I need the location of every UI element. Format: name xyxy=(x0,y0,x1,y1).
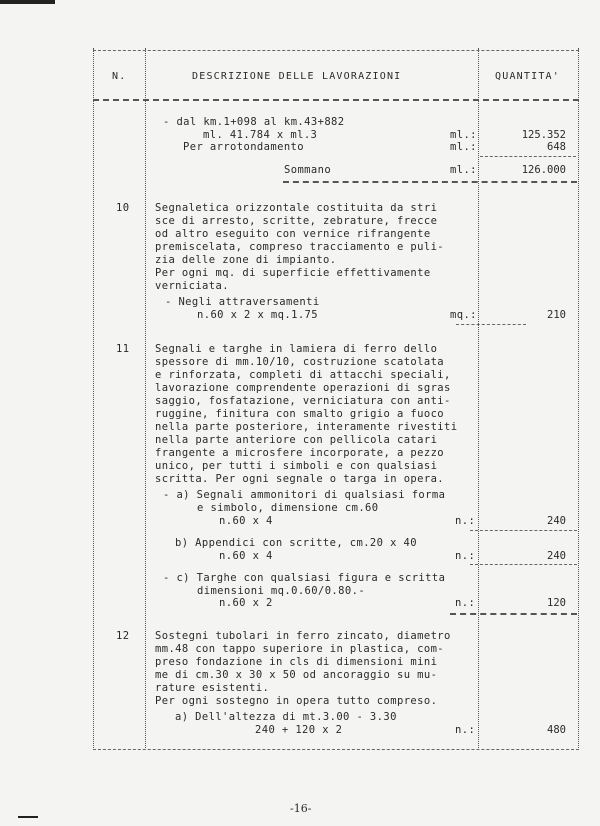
item11-b-qty: 240 xyxy=(547,550,566,562)
item11-desc-line-5: saggio, fosfatazione, verniciatura con anti- xyxy=(155,395,451,407)
item12-desc-line-3: preso fondazione in cls di dimensioni mini xyxy=(155,656,438,668)
item11-a-line-1: - a) Segnali ammonitori di qualsiasi forma xyxy=(163,489,446,501)
item12-desc-line-2: mm.48 con tappo superiore in plastica, com- xyxy=(155,643,445,655)
scan-mark-bottom xyxy=(18,816,38,818)
block1-qty4: 126.000 xyxy=(521,164,566,176)
item10-desc-line-2: sce di arresto, scritte, zebrature, frecce xyxy=(155,215,438,227)
block1-line3: Per arrotondamento xyxy=(183,141,304,153)
item10-desc-line-1: Segnaletica orizzontale costituita da stri xyxy=(155,202,438,214)
item11-c-calc: n.60 x 2 xyxy=(219,597,273,609)
column-rule-right xyxy=(578,48,579,748)
item11-c-line-2: dimensioni mq.0.60/0.80.- xyxy=(197,585,366,597)
item12-unit: n.: xyxy=(455,724,476,736)
item10-desc-line-5: zia delle zone di impianto. xyxy=(155,254,337,266)
block1-line1: - dal km.1+098 al km.43+882 xyxy=(163,116,345,128)
item11-c-unit: n.: xyxy=(455,597,476,609)
block1-unit2: ml.: xyxy=(450,129,477,141)
scan-mark-top xyxy=(0,0,55,4)
item12-desc-line-1: Sostegni tubolari in ferro zincato, diametro xyxy=(155,630,451,642)
item11-a-line-2: e simbolo, dimensione cm.60 xyxy=(197,502,379,514)
item11-desc-line-4: lavorazione comprendente operazioni di sgras xyxy=(155,382,451,394)
block1-line2: ml. 41.784 x ml.3 xyxy=(203,129,318,141)
item12-desc-line-5: rature esistenti. xyxy=(155,682,270,694)
item11-desc-line-8: nella parte anteriore con pellicola catari xyxy=(155,434,438,446)
item10-number: 10 xyxy=(116,202,130,214)
block1-unit3: ml.: xyxy=(450,141,477,153)
block1-unit4: ml.: xyxy=(450,164,477,176)
item11-desc-line-7: nella parte posteriore, interamente rivestiti xyxy=(155,421,458,433)
item12-desc-line-4: me di cm.30 x 30 x 50 od ancoraggio su mu- xyxy=(155,669,438,681)
block1-qty2: 125.352 xyxy=(521,129,566,141)
item12-a-calc: 240 + 120 x 2 xyxy=(255,724,343,736)
item11-c-rule xyxy=(450,613,577,615)
bottom-rule xyxy=(93,749,579,750)
item11-number: 11 xyxy=(116,343,130,355)
item11-a-rule xyxy=(470,530,577,531)
item10-desc-line-3: od altro eseguito con vernice rifrangente xyxy=(155,228,431,240)
block1-sommano-label: Sommano xyxy=(284,164,332,176)
block1-subtotal-rule xyxy=(480,156,576,157)
item11-a-unit: n.: xyxy=(455,515,476,527)
item12-desc-line-6: Per ogni sostegno in opera tutto compreso. xyxy=(155,695,438,707)
page-number: -16- xyxy=(290,802,312,815)
item11-a-qty: 240 xyxy=(547,515,566,527)
item12-a-line-1: a) Dell'altezza di mt.3.00 - 3.30 xyxy=(175,711,397,723)
item11-b-rule xyxy=(470,564,577,565)
column-rule-number xyxy=(145,48,146,748)
item11-desc-line-6: ruggine, finitura con smalto grigio a fuoco xyxy=(155,408,445,420)
header-col-description: DESCRIZIONE DELLE LAVORAZIONI xyxy=(192,71,402,82)
item11-desc-line-10: unico, per tutti i simboli e con qualsiasi xyxy=(155,460,438,472)
item10-desc-line-4: premiscelata, compreso tracciamento e puli- xyxy=(155,241,445,253)
item10-qty: 210 xyxy=(547,309,566,321)
header-col-n: N. xyxy=(112,71,127,82)
item11-b-calc: n.60 x 4 xyxy=(219,550,273,562)
item10-unit: mq.: xyxy=(450,309,477,321)
item10-desc-line-7: verniciata. xyxy=(155,280,229,292)
item11-a-calc: n.60 x 4 xyxy=(219,515,273,527)
header-col-quantity: QUANTITA' xyxy=(495,71,560,82)
item11-b-unit: n.: xyxy=(455,550,476,562)
column-rule-left xyxy=(93,48,94,748)
item10-desc-line-6: Per ogni mq. di superficie effettivamente xyxy=(155,267,431,279)
item12-qty: 480 xyxy=(547,724,566,736)
header-bottom-rule xyxy=(93,99,579,101)
item10-sub-calc: n.60 x 2 x mq.1.75 xyxy=(197,309,318,321)
item11-desc-line-3: e rinforzata, completi di attacchi speciali, xyxy=(155,369,451,381)
block1-total-rule xyxy=(283,181,577,183)
item11-desc-line-1: Segnali e targhe in lamiera di ferro dello xyxy=(155,343,438,355)
item11-desc-line-2: spessore di mm.10/10, costruzione scatolata xyxy=(155,356,445,368)
block1-qty3: 648 xyxy=(547,141,566,153)
item12-number: 12 xyxy=(116,630,130,642)
item11-b-line-1: b) Appendici con scritte, cm.20 x 40 xyxy=(175,537,417,549)
item11-c-line-1: - c) Targhe con qualsiasi figura e scritta xyxy=(163,572,446,584)
item10-sub-heading: - Negli attraversamenti xyxy=(165,296,320,308)
item11-desc-line-11: scritta. Per ogni segnale o targa in opera. xyxy=(155,473,445,485)
column-rule-qty xyxy=(478,48,479,748)
item11-desc-line-9: frangente a microsfere incorporate, a pezzo xyxy=(155,447,445,459)
item11-c-qty: 120 xyxy=(547,597,566,609)
header-top-rule xyxy=(93,50,579,51)
item10-rule xyxy=(456,324,526,325)
